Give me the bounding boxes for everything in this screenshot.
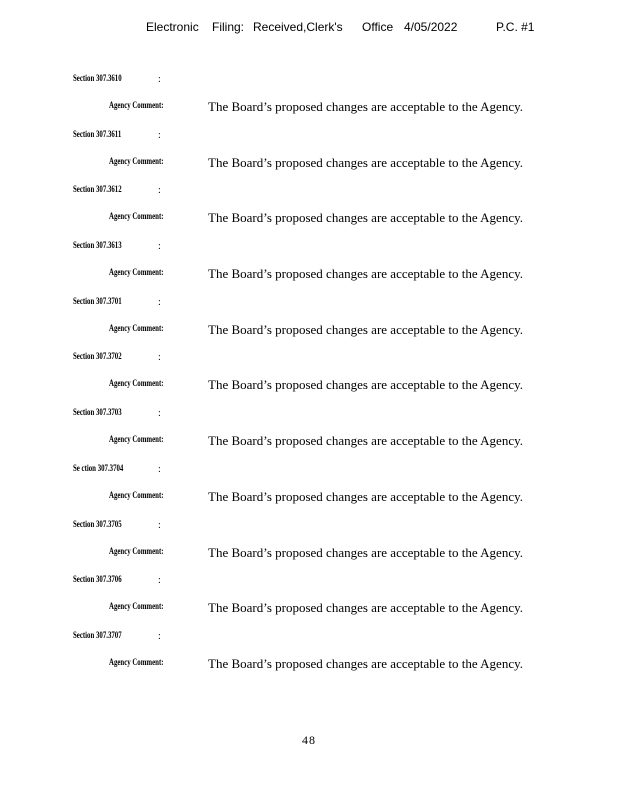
section-label: Section 307.3701 [73,296,122,307]
agency-comment-label: Agency Comment: [109,212,164,223]
section-colon: : [158,185,161,197]
section-entry [0,183,618,239]
agency-comment-label: Agency Comment: [109,490,164,501]
agency-comment-text: The Board’s proposed changes are acceptable to the Agency. [208,210,524,226]
section-colon: : [158,575,161,587]
section-label: Section 307.3703 [73,408,122,419]
agency-comment-text: The Board’s proposed changes are acceptable to the Agency. [208,266,524,282]
section-label: Section 307.3707 [73,630,122,641]
agency-comment-label: Agency Comment: [109,323,164,334]
section-colon: : [158,74,161,85]
agency-comment-text: The Board’s proposed changes are acceptable to the Agency. [208,377,524,393]
agency-comment-label: Agency Comment: [109,379,164,390]
agency-comment-label: Agency Comment: [109,101,164,111]
page-number: 48 [302,733,316,747]
agency-comment-text: The Board’s proposed changes are acceptable to the Agency. [208,488,524,504]
agency-comment-label: Agency Comment: [109,602,164,613]
section-label: Section 307.3702 [73,352,122,363]
agency-comment-text: The Board’s proposed changes are acceptable to the Agency. [208,655,524,671]
section-colon: : [158,408,161,420]
section-label: Section 307.3610 [73,74,122,84]
section-entry [0,462,618,518]
header-date: 4/05/2022 [404,20,458,34]
section-label: Section 307.3705 [73,519,122,530]
section-entry [0,350,618,406]
header-electronic: Electronic [146,20,199,34]
agency-comment-text: The Board’s proposed changes are acceptable to the Agency. [208,154,524,170]
section-entry [0,629,618,685]
section-entry [0,406,618,462]
section-label: Section 307.3611 [73,129,122,140]
agency-comment-label: Agency Comment: [109,546,164,557]
agency-comment-text: The Board’s proposed changes are acceptable to the Agency. [208,99,524,114]
section-entry [0,239,618,295]
header-office: Office [362,20,394,34]
agency-comment-label: Agency Comment: [109,156,164,167]
section-entry [0,518,618,574]
section-label: Section 307.3613 [73,241,122,252]
section-colon: : [158,241,161,253]
section-list [0,72,618,685]
section-colon: : [158,129,161,141]
electronic-filing-header [0,20,618,36]
section-colon: : [158,296,161,308]
agency-comment-text: The Board’s proposed changes are acceptable to the Agency. [208,321,524,337]
section-label: Section 307.3612 [73,185,122,196]
section-colon: : [158,352,161,364]
section-entry [0,573,618,629]
section-label: Se ction 307.3704 [73,463,124,474]
section-colon: : [158,463,161,475]
section-label: Section 307.3706 [73,575,122,586]
section-colon: : [158,519,161,531]
section-entry [0,72,618,128]
header-filing: Filing: [212,20,245,34]
header-received: Received,Clerk's [253,20,343,34]
section-colon: : [158,630,161,642]
agency-comment-text: The Board’s proposed changes are acceptable to the Agency. [208,600,524,616]
agency-comment-label: Agency Comment: [109,657,164,668]
agency-comment-label: Agency Comment: [109,268,164,279]
section-entry [0,295,618,351]
agency-comment-text: The Board’s proposed changes are acceptable to the Agency. [208,433,524,449]
agency-comment-label: Agency Comment: [109,435,164,446]
header-pc: P.C. #1 [496,20,535,34]
agency-comment-text: The Board’s proposed changes are acceptable to the Agency. [208,544,524,560]
section-entry [0,128,618,184]
